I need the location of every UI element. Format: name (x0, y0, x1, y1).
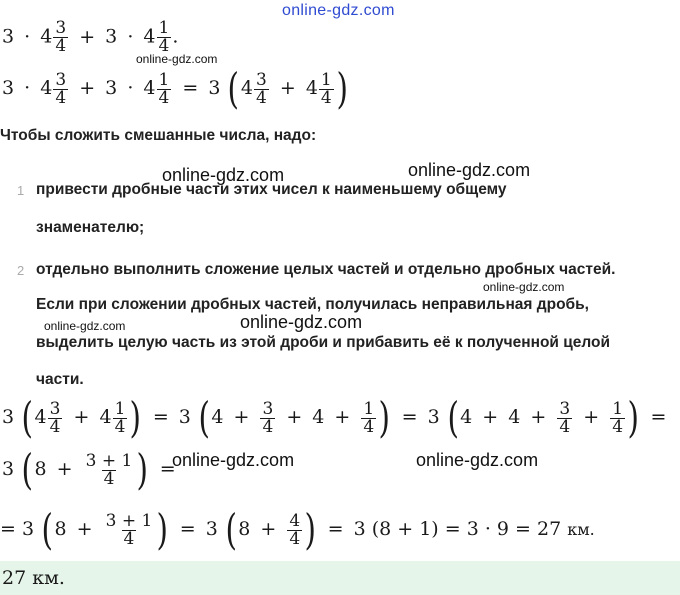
denominator: 4 (289, 528, 301, 549)
numerator: 1 (363, 398, 375, 419)
answer-text: 27 км. (2, 567, 65, 589)
denominator: 4 (363, 416, 375, 437)
numerator: 3 (49, 398, 61, 419)
numerator: 3 (559, 398, 571, 419)
denominator: 4 (158, 87, 170, 108)
coef: 3 (105, 77, 118, 99)
whole: 4 (40, 77, 53, 99)
whole: 4 (460, 406, 473, 428)
watermark: online-gdz.com (172, 450, 295, 470)
denominator: 4 (103, 468, 115, 489)
whole: 4 (40, 25, 53, 48)
plus-op: + (279, 77, 296, 99)
fraction (610, 398, 625, 437)
fraction (287, 510, 302, 549)
left-paren: ( (41, 505, 54, 554)
plus-op: + (79, 77, 96, 99)
denominator: 4 (49, 416, 61, 437)
period: . (172, 25, 179, 48)
watermark: online-gdz.com (162, 165, 285, 185)
fraction (84, 450, 135, 489)
denominator: 4 (612, 416, 624, 437)
left-paren: ( (21, 393, 34, 442)
right-paren: ) (156, 505, 169, 554)
plus-op: + (583, 406, 600, 428)
list-item-line: знаменателю; (36, 219, 145, 236)
left-paren: ( (21, 445, 34, 494)
whole: 4 (312, 406, 325, 428)
numerator: 1 (158, 18, 170, 38)
right-paren: ) (136, 445, 149, 494)
watermark-top: online-gdz.com (282, 2, 395, 19)
whole: 4 (240, 77, 253, 99)
whole: 4 (305, 77, 318, 99)
equals-op: = (182, 77, 199, 99)
whole: 8 (34, 458, 47, 480)
right-paren: ) (129, 393, 142, 442)
fraction (157, 69, 172, 108)
watermark: online-gdz.com (408, 160, 531, 180)
numerator: 3 (55, 69, 67, 90)
plus-op: + (482, 406, 499, 428)
watermark: online-gdz.com (240, 312, 363, 332)
numerator: 3 (55, 18, 67, 38)
whole: 4 (143, 77, 156, 99)
dot-op: · (127, 25, 134, 48)
equals-op: = (159, 458, 176, 480)
plus-op: + (233, 406, 250, 428)
watermark-small: online-gdz.com (483, 280, 565, 294)
plus-op: + (76, 518, 93, 540)
fraction (361, 398, 376, 437)
fraction (319, 69, 334, 108)
coef: 3 (105, 25, 118, 48)
equals-op: = (650, 406, 667, 428)
whole: 4 (99, 406, 112, 428)
watermark: online-gdz.com (416, 450, 539, 470)
plus-op: + (56, 458, 73, 480)
numerator: 1 (612, 398, 624, 419)
whole: 8 (54, 518, 67, 540)
left-paren: ( (198, 393, 210, 442)
fraction (157, 20, 172, 55)
numerator: 3 + 1 (105, 510, 153, 531)
whole: 4 (34, 406, 47, 428)
whole: 4 (143, 25, 156, 48)
denominator: 4 (55, 87, 67, 108)
calc-line-2 (2, 445, 180, 494)
numerator: 3 (255, 69, 267, 90)
list-item-line: отдельно выполнить сложение целых частей и отдельно дробных частей. (36, 261, 616, 278)
dot-op: · (127, 77, 134, 99)
rule-intro: Чтобы сложить смешанные числа, надо: (0, 127, 317, 144)
equals-op: = (0, 518, 16, 540)
unit: км. (567, 520, 595, 539)
denominator: 4 (55, 36, 67, 56)
dot-op: · (24, 25, 31, 48)
plus-op: + (334, 406, 351, 428)
list-item-line: Если при сложении дробных частей, получилась неправильная дробь, (36, 296, 589, 313)
denominator: 4 (320, 87, 332, 108)
denominator: 4 (255, 87, 267, 108)
list-item-line: привести дробные части этих чисел к наименьшему общему (36, 181, 507, 198)
fraction (254, 69, 269, 108)
expression-line-1 (2, 20, 178, 55)
expression-line-2 (2, 64, 349, 113)
dot-op: · (24, 77, 31, 99)
right-paren: ) (378, 393, 391, 442)
calc-line-1 (2, 393, 670, 442)
whole: 4 (508, 406, 521, 428)
coef: 3 (178, 406, 191, 428)
coef: 3 (2, 77, 15, 99)
right-paren: ) (336, 64, 348, 113)
numerator: 3 + 1 (85, 450, 133, 471)
left-paren: ( (225, 505, 237, 554)
denominator: 4 (123, 528, 135, 549)
answer-bar (0, 561, 680, 595)
denominator: 4 (262, 416, 274, 437)
fraction (53, 20, 68, 55)
numerator: 3 (262, 398, 274, 419)
watermark-small: online-gdz.com (136, 52, 218, 66)
left-paren: ( (447, 393, 459, 442)
equals-op: = (179, 518, 196, 540)
coef: 3 (2, 458, 15, 480)
fraction (557, 398, 572, 437)
numerator: 1 (114, 398, 126, 419)
result-chain: 3 (8 + 1) = 3 · 9 = 27 (353, 518, 562, 540)
whole: 8 (238, 518, 251, 540)
right-paren: ) (627, 393, 639, 442)
equals-op: = (327, 518, 344, 540)
fraction (53, 69, 68, 108)
calc-line-3 (0, 505, 595, 554)
plus-op: + (286, 406, 303, 428)
list-item-line: выделить целую часть из этой дроби и прибавить её к полученной целой (36, 334, 611, 351)
plus-op: + (260, 518, 277, 540)
right-paren: ) (304, 505, 317, 554)
left-paren: ( (227, 64, 240, 113)
numerator: 1 (320, 69, 332, 90)
list-number: 2 (17, 263, 25, 278)
coef: 3 (2, 406, 15, 428)
fraction (260, 398, 275, 437)
equals-op: = (152, 406, 169, 428)
watermark-small: online-gdz.com (44, 319, 126, 333)
list-number: 1 (17, 183, 25, 198)
coef: 3 (427, 406, 440, 428)
fraction (113, 398, 128, 437)
coef: 3 (208, 77, 221, 99)
denominator: 4 (158, 36, 170, 56)
numerator: 4 (289, 510, 301, 531)
coef: 3 (2, 25, 15, 48)
plus-op: + (530, 406, 547, 428)
denominator: 4 (559, 416, 571, 437)
list-item-line: части. (36, 371, 84, 388)
coef: 3 (21, 518, 35, 540)
plus-op: + (79, 25, 96, 48)
coef: 3 (205, 518, 218, 540)
equals-op: = (401, 406, 418, 428)
whole: 4 (211, 406, 224, 428)
plus-op: + (73, 406, 90, 428)
fraction (104, 510, 155, 549)
numerator: 1 (158, 69, 170, 90)
fraction (48, 398, 63, 437)
denominator: 4 (114, 416, 126, 437)
